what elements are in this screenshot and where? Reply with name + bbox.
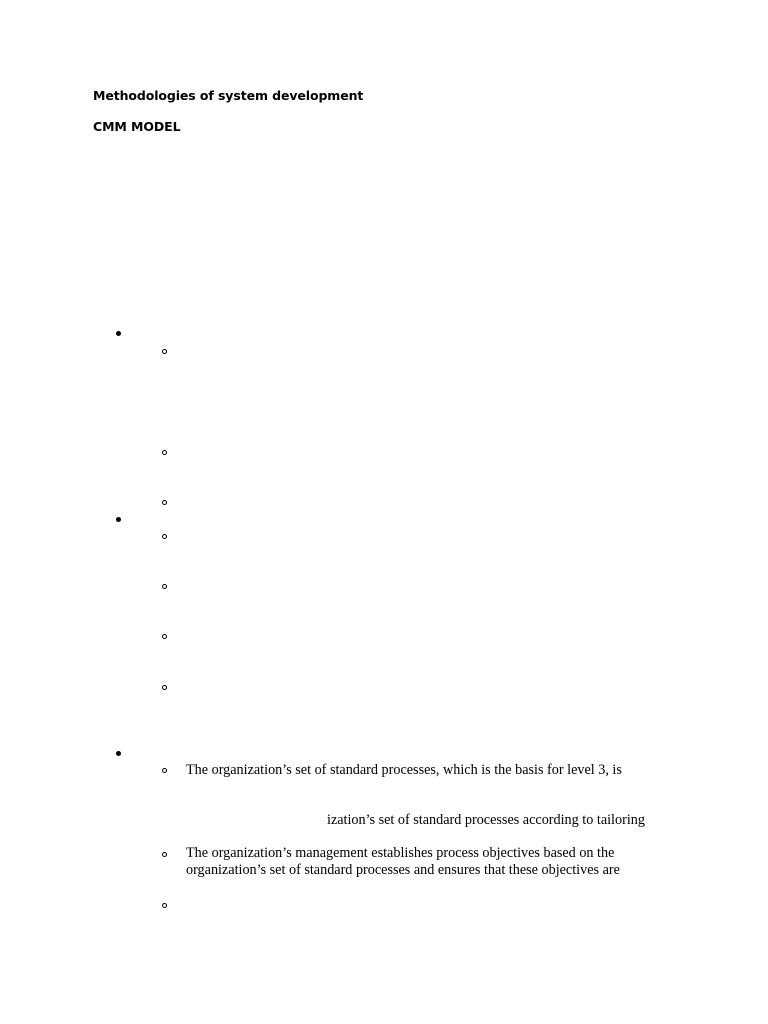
sub-list-bullet bbox=[162, 500, 167, 505]
document-title: Methodologies of system development bbox=[93, 88, 364, 103]
sub-list-bullet bbox=[162, 450, 167, 455]
sub-list-bullet bbox=[162, 634, 167, 639]
sub-list-bullet bbox=[162, 584, 167, 589]
sub-list-bullet bbox=[162, 768, 167, 773]
paragraph-line: The organization’s management establishes process objectives based on the bbox=[186, 845, 615, 861]
sub-list-bullet bbox=[162, 349, 167, 354]
paragraph-line: organization’s set of standard processes and ensures that these objectives are bbox=[186, 862, 620, 878]
list-bullet bbox=[116, 751, 121, 756]
sub-list-bullet bbox=[162, 685, 167, 690]
list-bullet bbox=[116, 517, 121, 522]
sub-list-bullet bbox=[162, 903, 167, 908]
paragraph-line: ization’s set of standard processes according to tailoring bbox=[327, 812, 645, 828]
section-heading: CMM MODEL bbox=[93, 119, 181, 134]
sub-list-bullet bbox=[162, 852, 167, 857]
sub-list-bullet bbox=[162, 534, 167, 539]
list-bullet bbox=[116, 331, 121, 336]
paragraph-line: The organization’s set of standard processes, which is the basis for level 3, is bbox=[186, 762, 622, 778]
